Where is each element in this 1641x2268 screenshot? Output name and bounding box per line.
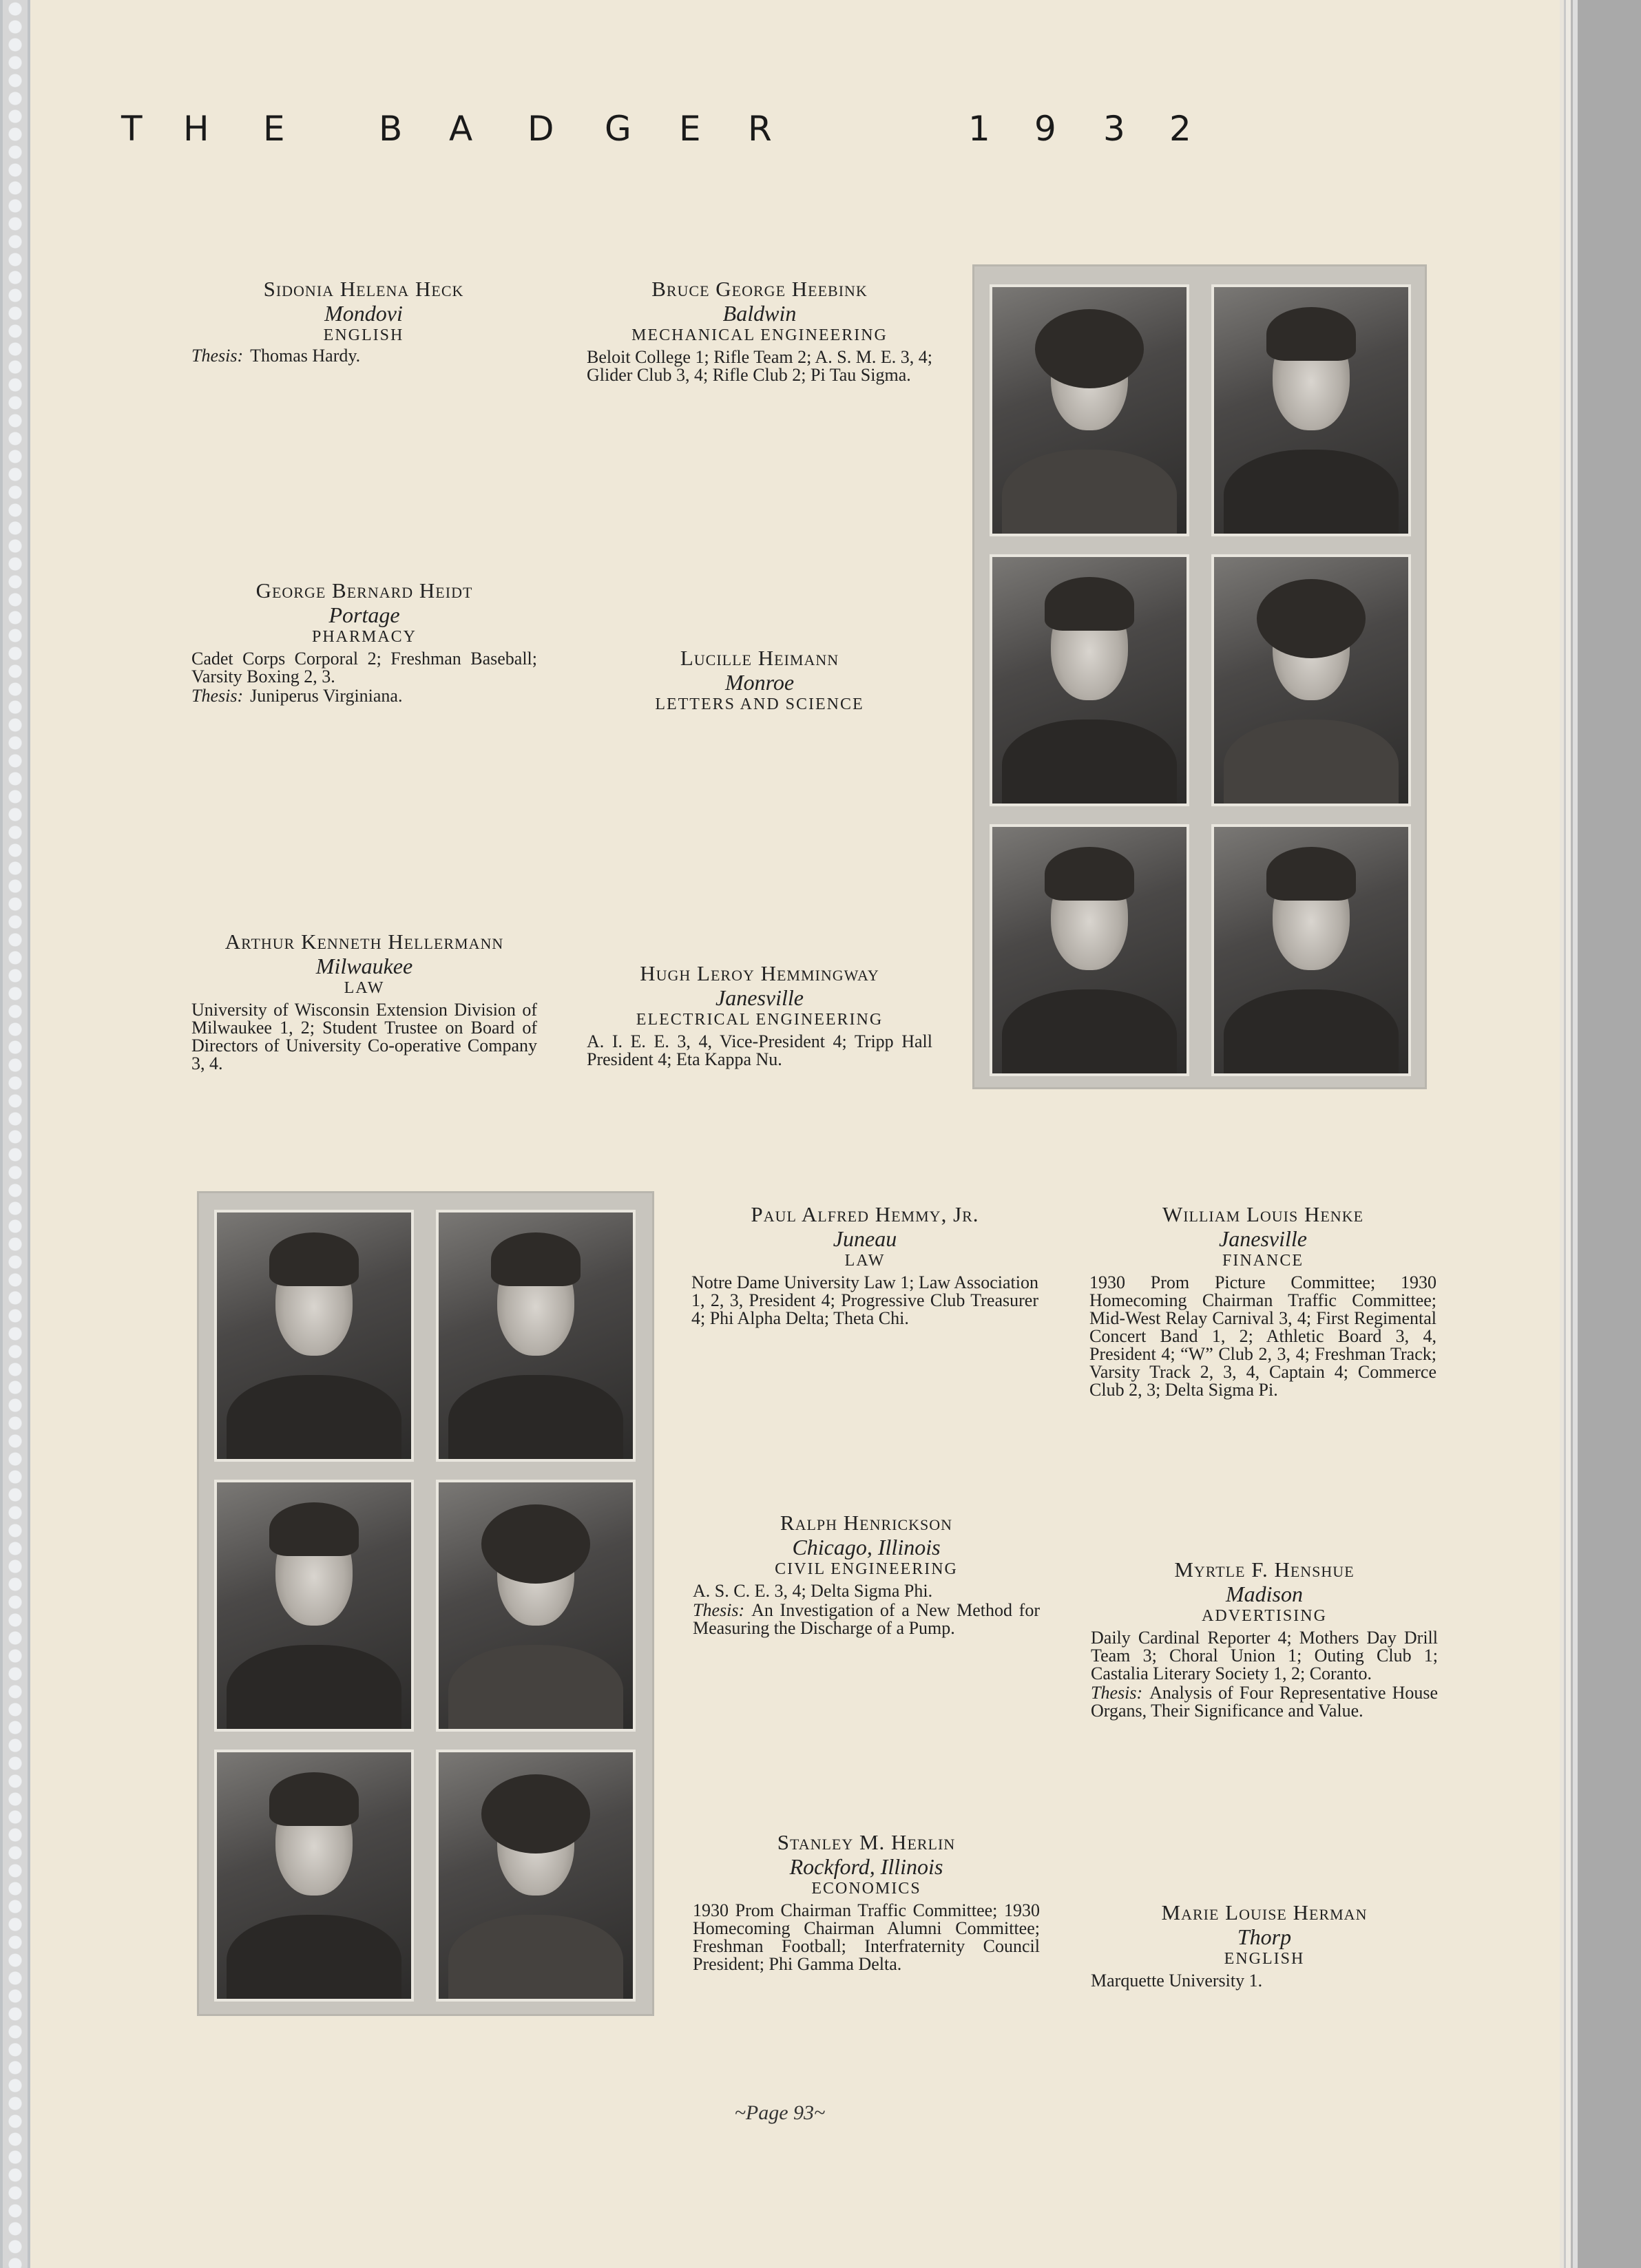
student-department: PHARMACY: [311, 628, 417, 646]
portrait-photo: [1211, 284, 1411, 536]
portrait-photo: [436, 1210, 636, 1462]
header-year-digit: 3: [1103, 109, 1125, 149]
header-year-digit: 2: [1169, 109, 1191, 149]
header-letter: A: [449, 109, 473, 149]
decorative-left-border: [0, 0, 30, 2268]
student-name: Myrtle F. Henshue: [1174, 1557, 1355, 1582]
header-year-digit: 1: [968, 109, 990, 149]
student-name: William Louis Henke: [1162, 1202, 1364, 1226]
student-activities: Marquette University 1.: [1091, 1971, 1263, 1991]
portrait-photo: [990, 284, 1189, 536]
portrait-photo: [214, 1750, 414, 2002]
portrait-photo: [990, 554, 1189, 806]
student-thesis: [693, 1602, 1040, 1637]
header-year-digit: 9: [1034, 109, 1056, 149]
student-name: George Bernard Heidt: [255, 578, 473, 602]
student-name: Hugh Leroy Hemmingway: [640, 961, 879, 985]
student-department: ENGLISH: [323, 326, 404, 344]
student-entry: [587, 961, 932, 1069]
thesis-text: Juniperus Virginiana.: [250, 686, 403, 706]
student-department: FINANCE: [1222, 1252, 1304, 1270]
student-department: ECONOMICS: [811, 1880, 921, 1898]
thesis-text: Analysis of Four Representative House Organs, Their Significance and Value.: [1091, 1683, 1438, 1721]
student-activities: Beloit College 1; Rifle Team 2; A. S. M. E. 3, 4; Glider Club 3, 4; Rifle Club 2; Pi Tau Sigma.: [587, 347, 932, 385]
student-name: Stanley M. Herlin: [777, 1830, 956, 1854]
student-entry: [1091, 1557, 1438, 1720]
student-entry: [191, 277, 536, 365]
student-name: Ralph Henrickson: [780, 1511, 953, 1535]
student-department: LAW: [344, 979, 385, 997]
student-activities: Cadet Corps Corporal 2; Freshman Baseball; Varsity Boxing 2, 3.: [191, 649, 537, 686]
student-thesis: [1091, 1684, 1438, 1720]
student-activities: 1930 Prom Chairman Traffic Committee; 1930 Homecoming Chairman Alumni Committee; Freshman Football; Interfraternity Council President; Phi Gamma Delta.: [693, 1900, 1040, 1974]
header-letter: E: [679, 109, 701, 149]
student-department: LAW: [844, 1252, 886, 1270]
portrait-photo: [436, 1480, 636, 1732]
portrait-photo: [1211, 554, 1411, 806]
portrait-photo: [214, 1210, 414, 1462]
student-name: Bruce George Heebink: [651, 277, 868, 301]
header-letter: E: [263, 109, 285, 149]
student-department: MECHANICAL ENGINEERING: [631, 326, 888, 344]
portrait-photo: [436, 1750, 636, 2002]
header-letter: R: [748, 109, 772, 149]
student-entry: [693, 1830, 1040, 1973]
portrait-photo: [1211, 824, 1411, 1076]
student-department: ADVERTISING: [1202, 1607, 1327, 1625]
student-thesis: [191, 347, 536, 365]
student-town: Baldwin: [722, 301, 797, 326]
student-activities: Daily Cardinal Reporter 4; Mothers Day Drill Team 3; Choral Union 1; Outing Club 1; Castalia Literary Society 1, 2; Coranto.: [1091, 1628, 1438, 1683]
student-department: CIVIL ENGINEERING: [775, 1560, 958, 1578]
student-entry: [693, 1511, 1040, 1637]
header-letter: G: [605, 109, 631, 149]
student-town: Thorp: [1237, 1924, 1292, 1949]
student-entry: [1089, 1202, 1436, 1399]
student-town: Juneau: [833, 1226, 897, 1251]
student-activities: Notre Dame University Law 1; Law Association 1, 2, 3, President 4; Progressive Club Treasurer 4; Phi Alpha Delta; Theta Chi.: [691, 1272, 1038, 1328]
header-letter: T: [121, 109, 143, 149]
thesis-label: Thesis:: [1091, 1683, 1143, 1703]
header-letter: H: [183, 109, 209, 149]
student-entry: [1091, 1900, 1438, 1990]
student-department: ELECTRICAL ENGINEERING: [636, 1011, 884, 1029]
student-town: Janesville: [1219, 1226, 1307, 1251]
photo-panel: [972, 264, 1427, 1089]
student-department: ENGLISH: [1224, 1950, 1305, 1968]
thesis-label: Thesis:: [191, 686, 244, 706]
thesis-text: An Investigation of a New Method for Measuring the Discharge of a Pump.: [693, 1600, 1040, 1638]
header-letter: B: [379, 109, 403, 149]
student-activities: 1930 Prom Picture Committee; 1930 Homecoming Chairman Traffic Committee; Mid-West Relay Carnival 3, 4; First Regimental Concert Band 1, 2; Athletic Board 3, 4, President 4; “W” Club 2, 3, 4; Freshman Track; Varsity Track 2, 3, 4, Captain 4; Commerce Club 2, 3; Delta Sigma Pi.: [1089, 1272, 1436, 1400]
student-department: LETTERS AND SCIENCE: [655, 695, 864, 713]
student-activities: A. S. C. E. 3, 4; Delta Sigma Phi.: [693, 1581, 933, 1601]
portrait-photo: [214, 1480, 414, 1732]
student-entry: [191, 930, 537, 1073]
student-town: Chicago, Illinois: [792, 1535, 941, 1560]
student-name: Arthur Kenneth Hellermann: [224, 930, 504, 954]
student-town: Monroe: [724, 670, 795, 695]
student-name: Lucille Heimann: [680, 646, 839, 670]
photo-panel: [197, 1191, 654, 2016]
student-town: Milwaukee: [315, 954, 413, 978]
student-name: Paul Alfred Hemmy, Jr.: [751, 1202, 979, 1226]
page-number: ~Page 93~: [734, 2101, 826, 2124]
thesis-label: Thesis:: [191, 346, 244, 366]
student-town: Mondovi: [324, 301, 403, 326]
thesis-text: Thomas Hardy.: [250, 346, 361, 366]
thesis-label: Thesis:: [693, 1600, 745, 1620]
student-entry: [691, 1202, 1038, 1327]
page-edge: [1560, 0, 1641, 2268]
student-town: Madison: [1226, 1582, 1303, 1606]
student-town: Janesville: [715, 985, 804, 1010]
student-activities: University of Wisconsin Extension Division of Milwaukee 1, 2; Student Trustee on Board of Directors of University Co-operative Company 3, 4.: [191, 1000, 537, 1073]
student-entry: [587, 646, 932, 715]
student-name: Marie Louise Herman: [1161, 1900, 1368, 1924]
student-name: Sidonia Helena Heck: [263, 277, 464, 301]
student-entry: [587, 277, 932, 384]
portrait-photo: [990, 824, 1189, 1076]
student-activities: A. I. E. E. 3, 4, Vice-President 4; Tripp Hall President 4; Eta Kappa Nu.: [587, 1031, 932, 1069]
header-letter: D: [527, 109, 554, 149]
student-entry: [191, 578, 537, 705]
student-town: Rockford, Illinois: [789, 1854, 943, 1879]
student-town: Portage: [328, 602, 400, 627]
student-thesis: [191, 687, 537, 705]
